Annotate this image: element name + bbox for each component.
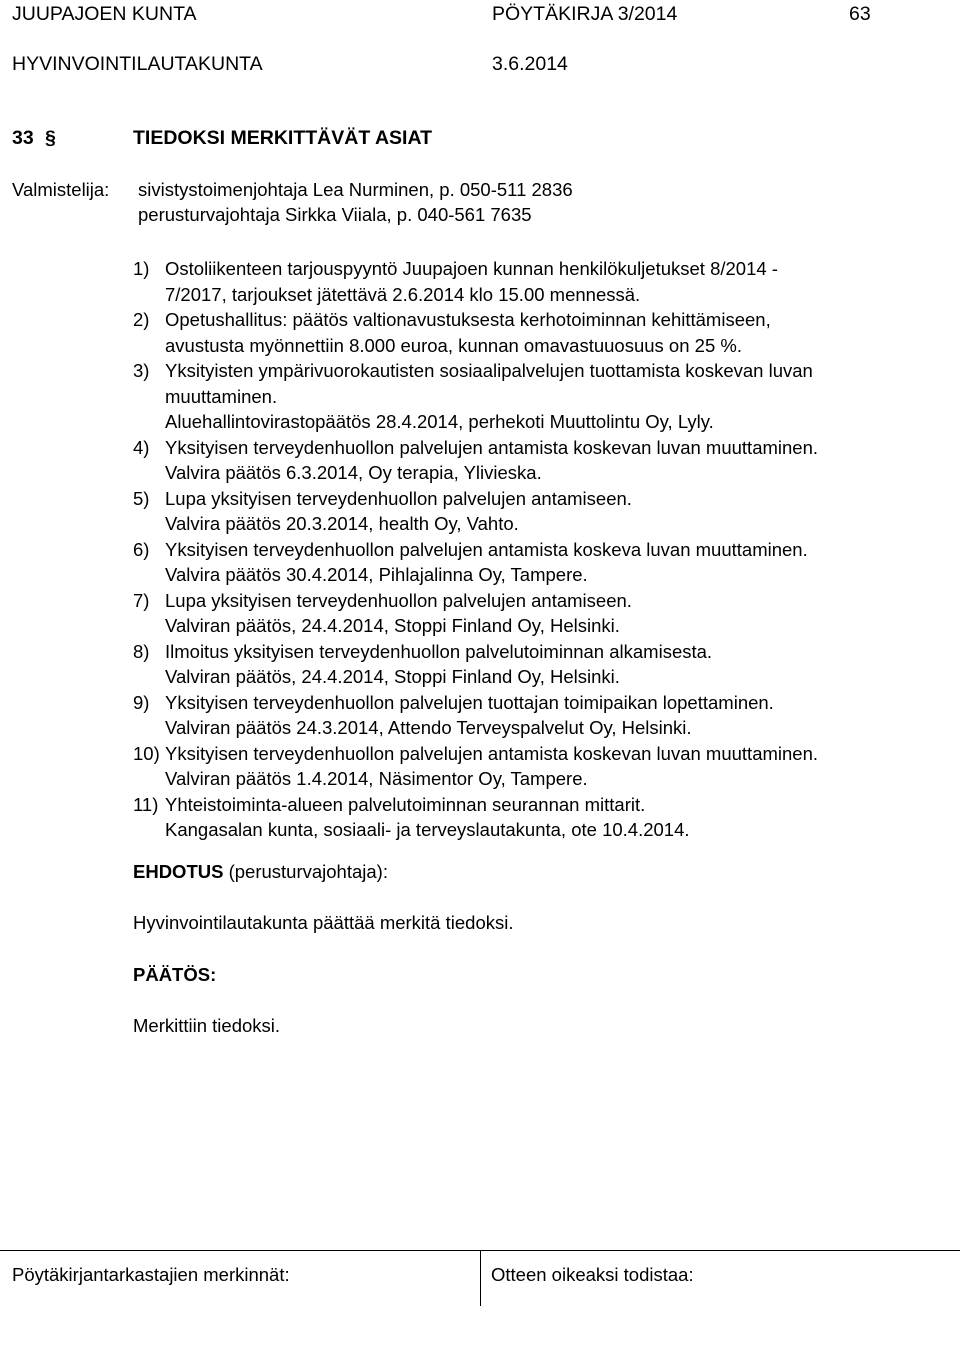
list-item-text-line: Yksityisen terveydenhuollon palvelujen antamista koskeva luvan muuttaminen. xyxy=(165,538,808,560)
proposal-text: Hyvinvointilautakunta päättää merkitä tiedoksi. xyxy=(133,912,514,933)
list-item-text-line: avustusta myönnettiin 8.000 euroa, kunnan omavastuuosuus on 25 %. xyxy=(165,334,742,356)
list-item xyxy=(133,435,948,486)
list-item-number: 5) xyxy=(133,487,150,509)
list-item-text-line: Yksityisten ympärivuorokautisten sosiaalipalvelujen tuottamista koskevan luvan xyxy=(165,360,813,381)
list-item-text-line: Opetushallitus: päätös valtionavustuksesta kerhotoiminnan kehittämiseen, xyxy=(165,309,771,330)
proposal-heading xyxy=(133,863,388,882)
list-item-text-line: Valviran päätös, 24.4.2014, Stoppi Finland Oy, Helsinki. xyxy=(165,666,620,687)
preparer-line-1: sivistystoimenjohtaja Lea Nurminen, p. 050-511 2836 xyxy=(138,179,573,200)
list-item xyxy=(133,486,948,537)
section-title: TIEDOKSI MERKITTÄVÄT ASIAT xyxy=(133,127,432,149)
proposal-label: EHDOTUS xyxy=(133,861,224,882)
list-item-text-line: Yksityisen terveydenhuollon palvelujen antamista koskevan luvan muuttaminen. xyxy=(165,436,819,458)
list-item-text-line: Ostoliikenteen tarjouspyyntö Juupajoen kunnan henkilökuljetukset 8/2014 - xyxy=(165,258,778,279)
section-symbol: § xyxy=(45,127,56,149)
list-item-text-line: Ilmoitus yksityisen terveydenhuollon palvelutoiminnan alkamisesta. xyxy=(165,640,713,662)
page-number: 63 xyxy=(849,3,871,25)
list-item-number: 7) xyxy=(133,589,150,611)
decision-label: PÄÄTÖS: xyxy=(133,964,217,985)
list-item xyxy=(133,588,948,639)
list-item xyxy=(133,639,948,690)
list-item-text-line: muuttaminen. xyxy=(165,385,278,407)
list-item-text-line: Lupa yksityisen terveydenhuollon palvelujen antamiseen. xyxy=(165,487,632,509)
section-number: 33 xyxy=(12,127,34,149)
municipality-name: JUUPAJOEN KUNTA xyxy=(12,3,197,25)
list-item xyxy=(133,358,948,435)
list-item-number: 3) xyxy=(133,360,150,381)
list-item-number: 2) xyxy=(133,309,150,330)
signature-divider xyxy=(480,1250,481,1306)
decision-text: Merkittiin tiedoksi. xyxy=(133,1015,281,1036)
reviewers-notes-label: Pöytäkirjantarkastajien merkinnät: xyxy=(12,1264,290,1285)
list-item-text-line: Valviran päätös, 24.4.2014, Stoppi Finland Oy, Helsinki. xyxy=(165,615,620,636)
list-item-number: 10) xyxy=(133,742,160,764)
list-item xyxy=(133,792,948,843)
list-item-text-line: Valviran päätös 1.4.2014, Näsimentor Oy, Tampere. xyxy=(165,768,588,789)
proposal-author: (perusturvajohtaja): xyxy=(223,861,388,882)
meeting-date: 3.6.2014 xyxy=(492,53,568,75)
items-list xyxy=(133,256,948,843)
board-name: HYVINVOINTILAUTAKUNTA xyxy=(12,53,263,75)
preparer-label: Valmistelija: xyxy=(12,179,110,200)
list-item-number: 4) xyxy=(133,436,150,458)
list-item-text-line: Valvira päätös 20.3.2014, health Oy, Vahto. xyxy=(165,513,519,534)
list-item-text-line: Valvira päätös 6.3.2014, Oy terapia, Ylivieska. xyxy=(165,462,542,483)
list-item xyxy=(133,307,948,358)
list-item-number: 1) xyxy=(133,258,150,279)
list-item-text-line: Lupa yksityisen terveydenhuollon palvelujen antamiseen. xyxy=(165,589,632,611)
list-item-text-line: Yksityisen terveydenhuollon palvelujen antamista koskevan luvan muuttaminen. xyxy=(165,742,819,764)
list-item-text-line: Valvira päätös 30.4.2014, Pihlajalinna Oy, Tampere. xyxy=(165,564,588,585)
preparer-line-2: perusturvajohtaja Sirkka Viiala, p. 040-561 7635 xyxy=(138,204,532,225)
list-item-text-line: 7/2017, tarjoukset jätettävä 2.6.2014 klo 15.00 mennessä. xyxy=(165,283,641,305)
list-item-text-line: Valviran päätös 24.3.2014, Attendo Terveyspalvelut Oy, Helsinki. xyxy=(165,717,692,738)
list-item-number: 6) xyxy=(133,538,150,560)
list-item xyxy=(133,537,948,588)
list-item-text-line: Kangasalan kunta, sosiaali- ja terveyslautakunta, ote 10.4.2014. xyxy=(165,819,690,840)
list-item-text-line: Yksityisen terveydenhuollon palvelujen tuottajan toimipaikan lopettaminen. xyxy=(165,691,774,713)
list-item-number: 9) xyxy=(133,691,150,713)
list-item-number: 11) xyxy=(133,793,159,815)
list-item xyxy=(133,690,948,741)
certification-label: Otteen oikeaksi todistaa: xyxy=(491,1264,694,1285)
list-item xyxy=(133,741,948,792)
document-title: PÖYTÄKIRJA 3/2014 xyxy=(492,3,678,25)
list-item-number: 8) xyxy=(133,640,150,662)
list-item xyxy=(133,256,948,307)
list-item-text-line: Yhteistoiminta-alueen palvelutoiminnan seurannan mittarit. xyxy=(165,793,646,815)
list-item-text-line: Aluehallintovirastopäätös 28.4.2014, perhekoti Muuttolintu Oy, Lyly. xyxy=(165,411,714,432)
